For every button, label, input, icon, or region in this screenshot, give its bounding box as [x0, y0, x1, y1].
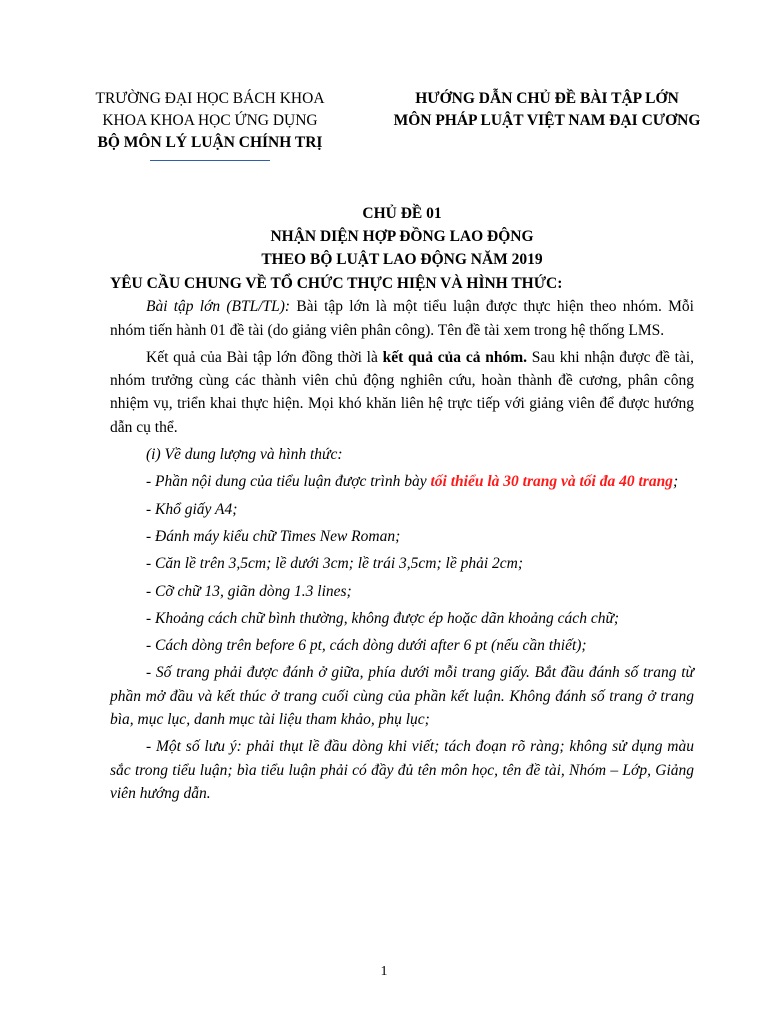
btl-label: Bài tập lớn (BTL/TL):: [146, 298, 291, 316]
result-text-pre: Kết quả của Bài tập lớn đồng thời là: [146, 348, 383, 366]
topic-title-line2: THEO BỘ LUẬT LAO ĐỘNG NĂM 2019: [261, 251, 543, 268]
format-item-paper: - Khổ giấy A4;: [146, 500, 238, 518]
document-title-line1: HƯỚNG DẪN CHỦ ĐỀ BÀI TẬP LỚN: [415, 90, 679, 107]
format-heading: (i) Về dung lượng và hình thức:: [146, 446, 343, 464]
university-name: TRƯỜNG ĐẠI HỌC BÁCH KHOA: [95, 90, 325, 107]
department-name: BỘ MÔN LÝ LUẬN CHÍNH TRỊ: [97, 134, 323, 151]
length-text-pre: - Phần nội dung của tiểu luận được trình bày: [146, 473, 431, 491]
header-divider: [150, 160, 270, 161]
length-text-post: ;: [672, 473, 679, 491]
format-item-line-spacing: - Cách dòng trên before 6 pt, cách dòng dưới after 6 pt (nếu cần thiết);: [146, 637, 587, 655]
format-item-margins: - Căn lề trên 3,5cm; lề dưới 3cm; lề trái 3,5cm; lề phải 2cm;: [146, 555, 524, 573]
faculty-name: KHOA KHOA HỌC ỨNG DỤNG: [102, 112, 318, 129]
header-university-block: [70, 88, 350, 161]
format-item-spacing: - Khoảng cách chữ bình thường, không được ép hoặc dãn khoảng cách chữ;: [146, 609, 620, 627]
format-item-font: - Đánh máy kiểu chữ Times New Roman;: [146, 527, 401, 545]
paragraph-result: [110, 346, 694, 439]
format-item-page-numbers: - Số trang phải được đánh ở giữa, phía dưới mỗi trang giấy. Bắt đầu đánh số trang từ phần mở đầu và kết thúc ở trang cuối cùng của phần kết luận. Không đánh số trang ở trang bìa, mục lục, danh mục tài liệu tham khảo, phụ lục;: [110, 664, 694, 729]
format-item-size: - Cỡ chữ 13, giãn dòng 1.3 lines;: [146, 582, 352, 600]
page-number: 1: [380, 964, 388, 979]
paragraph-btl: [110, 295, 694, 342]
result-text-post: Sau khi nhận được đề tài, nhóm trưởng cùng các thành viên chủ động nghiên cứu, hoàn thành đề cương, phân công nhiệm vụ, triển khai thực hiện. Mọi khó khăn liên hệ trực tiếp với giảng viên để được hướng dẫn cụ thể.: [110, 348, 694, 436]
length-emphasis: tối thiểu là 30 trang và tối đa 40 trang: [430, 473, 673, 491]
format-item-length: [110, 470, 694, 493]
result-text-bold: kết quả của cả nhóm.: [382, 348, 527, 366]
topic-title-line1: NHẬN DIỆN HỢP ĐỒNG LAO ĐỘNG: [270, 228, 534, 245]
btl-text: Bài tập lớn là một tiểu luận được thực hiện theo nhóm. Mỗi nhóm tiến hành 01 đề tài (do giảng viên phân công). Tên đề tài xem trong hệ thống LMS.: [110, 298, 694, 339]
document-body: [110, 272, 694, 805]
topic-number: CHỦ ĐỀ 01: [362, 205, 442, 222]
topic-title-block: [110, 202, 694, 271]
document-title-line2: MÔN PHÁP LUẬT VIỆT NAM ĐẠI CƯƠNG: [393, 112, 701, 129]
format-item-notes: - Một số lưu ý: phải thụt lề đầu dòng khi viết; tách đoạn rõ ràng; không sử dụng màu sắc trong tiểu luận; bìa tiểu luận phải có đầy đủ tên môn học, tên đề tài, Nhóm – Lớp, Giảng viên hướng dẫn.: [110, 738, 694, 802]
header-document-block: [372, 88, 722, 132]
requirements-heading: YÊU CẦU CHUNG VỀ TỔ CHỨC THỰC HIỆN VÀ HÌNH THỨC:: [110, 275, 563, 292]
